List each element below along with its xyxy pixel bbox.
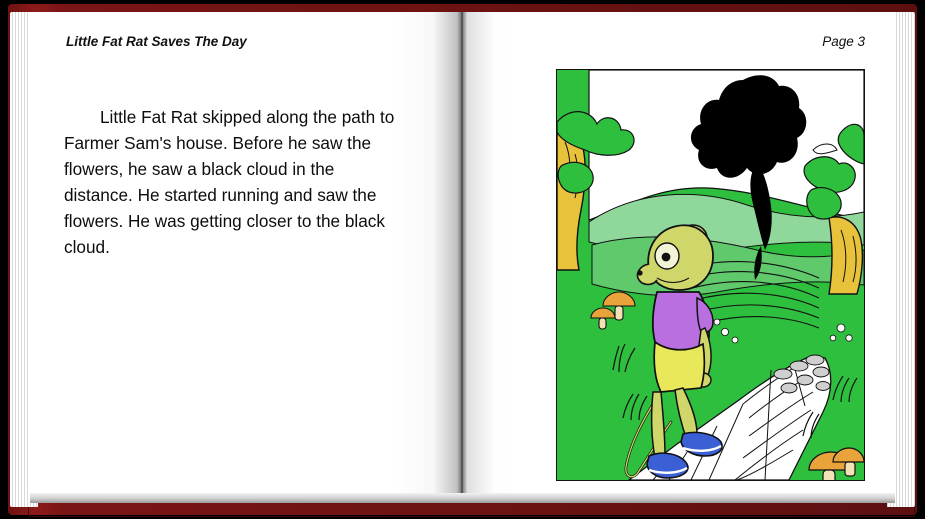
right-page (463, 12, 895, 494)
book-title: Little Fat Rat Saves The Day (66, 34, 247, 49)
open-book-pages (30, 12, 895, 494)
rat-walking-on-path-illustration (556, 69, 865, 481)
left-page (30, 12, 462, 494)
story-paragraph: Little Fat Rat skipped along the path to Farmer Sam's house. Before he saw the flowers, he saw a black cloud in the distance. He started running and saw the flowers. He was getting closer to the black cloud. (64, 107, 395, 258)
page-bottom-edge (30, 493, 895, 503)
page-number: Page 3 (822, 34, 865, 49)
